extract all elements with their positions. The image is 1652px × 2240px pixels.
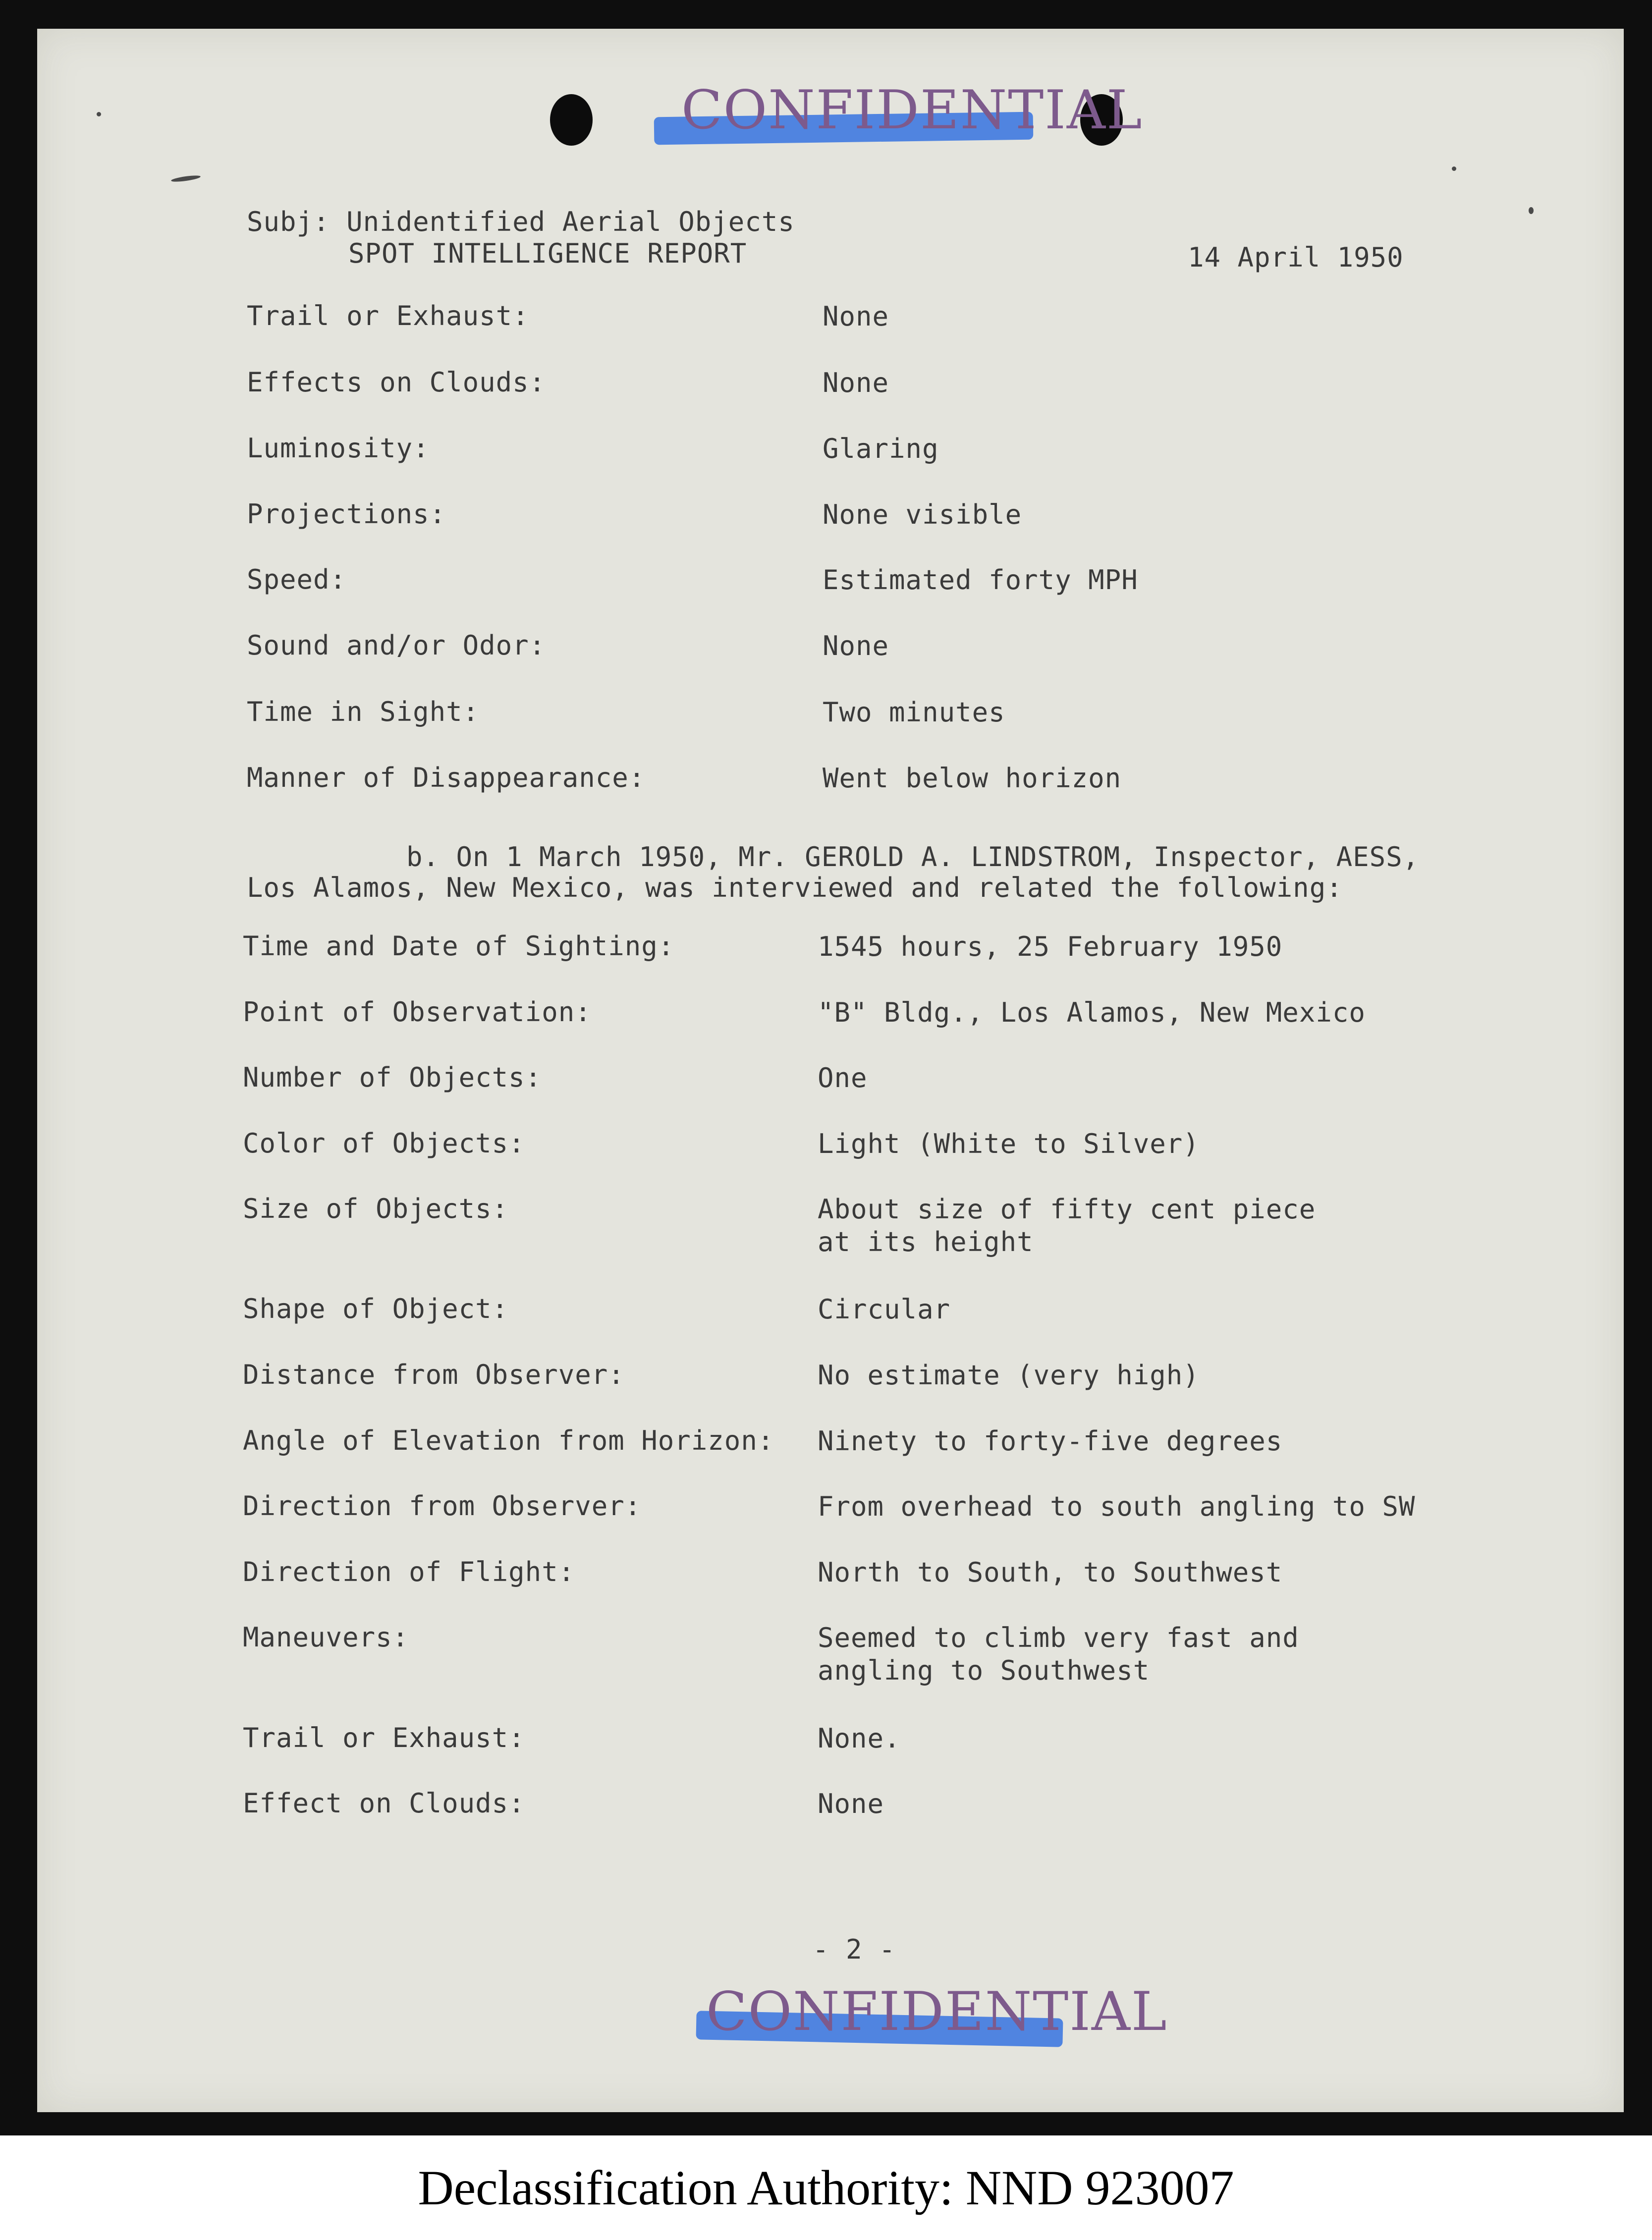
observation-value: Estimated forty MPH: [823, 564, 1138, 596]
observation-value: Went below horizon: [823, 763, 1122, 794]
observation-value: None: [818, 1788, 884, 1819]
observation-value: None.: [818, 1723, 901, 1754]
confidential-stamp-top: CONFIDENTIAL: [681, 79, 1143, 141]
observation-label: Projections:: [247, 498, 446, 530]
observation-value: About size of fifty cent piece: [818, 1194, 1316, 1225]
document-page: [37, 29, 1624, 2112]
observation-value: 1545 hours, 25 February 1950: [818, 931, 1283, 962]
report-type: SPOT INTELLIGENCE REPORT: [348, 238, 747, 269]
observation-label: Trail or Exhaust:: [247, 300, 529, 331]
speck: [1452, 166, 1456, 171]
observation-value-continued: at its height: [818, 1226, 1034, 1257]
observation-label: Point of Observation:: [243, 996, 592, 1028]
observation-label: Size of Objects:: [243, 1193, 509, 1224]
page-number: - 2 -: [813, 1934, 896, 1965]
observation-label: Distance from Observer:: [243, 1359, 625, 1390]
subject-line: Subj: Unidentified Aerial Objects: [247, 206, 795, 237]
paragraph-b-line2: Los Alamos, New Mexico, was interviewed and related the following:: [247, 872, 1343, 903]
observation-value: Ninety to forty-five degrees: [818, 1425, 1283, 1457]
speck: [1529, 207, 1534, 214]
punch-hole-left: [550, 94, 593, 146]
observation-value: None: [823, 301, 889, 332]
speck: [171, 174, 201, 183]
observation-value: Circular: [818, 1294, 951, 1325]
observation-label: Direction from Observer:: [243, 1490, 642, 1522]
declassification-footer: Declassification Authority: NND 923007: [418, 2160, 1234, 2215]
observation-value-continued: angling to Southwest: [818, 1655, 1150, 1686]
observation-value: Light (White to Silver): [818, 1128, 1200, 1159]
observation-value: "B" Bldg., Los Alamos, New Mexico: [818, 997, 1366, 1028]
observation-label: Manner of Disappearance:: [247, 762, 646, 793]
observation-label: Color of Objects:: [243, 1128, 525, 1159]
observation-label: Sound and/or Odor:: [247, 630, 546, 661]
observation-label: Maneuvers:: [243, 1622, 409, 1653]
confidential-stamp-bottom: CONFIDENTIAL: [706, 1981, 1168, 2043]
observation-label: Luminosity:: [247, 433, 430, 464]
speck: [97, 112, 101, 116]
observation-value: One: [818, 1062, 868, 1093]
observation-label: Trail or Exhaust:: [243, 1722, 525, 1753]
observation-value: None: [823, 630, 889, 661]
report-date: 14 April 1950: [1188, 242, 1404, 273]
observation-label: Time in Sight:: [247, 696, 480, 727]
observation-label: Effects on Clouds:: [247, 367, 546, 398]
observation-label: Speed:: [247, 564, 347, 595]
observation-label: Number of Objects:: [243, 1062, 542, 1093]
observation-value: Two minutes: [823, 697, 1005, 728]
observation-label: Angle of Elevation from Horizon:: [243, 1425, 774, 1456]
observation-label: Time and Date of Sighting:: [243, 930, 675, 962]
observation-label: Shape of Object:: [243, 1293, 509, 1324]
observation-value: Seemed to climb very fast and: [818, 1622, 1299, 1653]
paragraph-b-line1: b. On 1 March 1950, Mr. GEROLD A. LINDSTROM, Inspector, AESS,: [406, 841, 1420, 873]
observation-value: From overhead to south angling to SW: [818, 1491, 1416, 1522]
observation-value: North to South, to Southwest: [818, 1557, 1283, 1588]
observation-value: None visible: [823, 499, 1022, 530]
observation-label: Direction of Flight:: [243, 1556, 575, 1587]
observation-value: None: [823, 367, 889, 398]
observation-value: No estimate (very high): [818, 1360, 1200, 1391]
observation-value: Glaring: [823, 433, 939, 464]
observation-label: Effect on Clouds:: [243, 1788, 525, 1819]
